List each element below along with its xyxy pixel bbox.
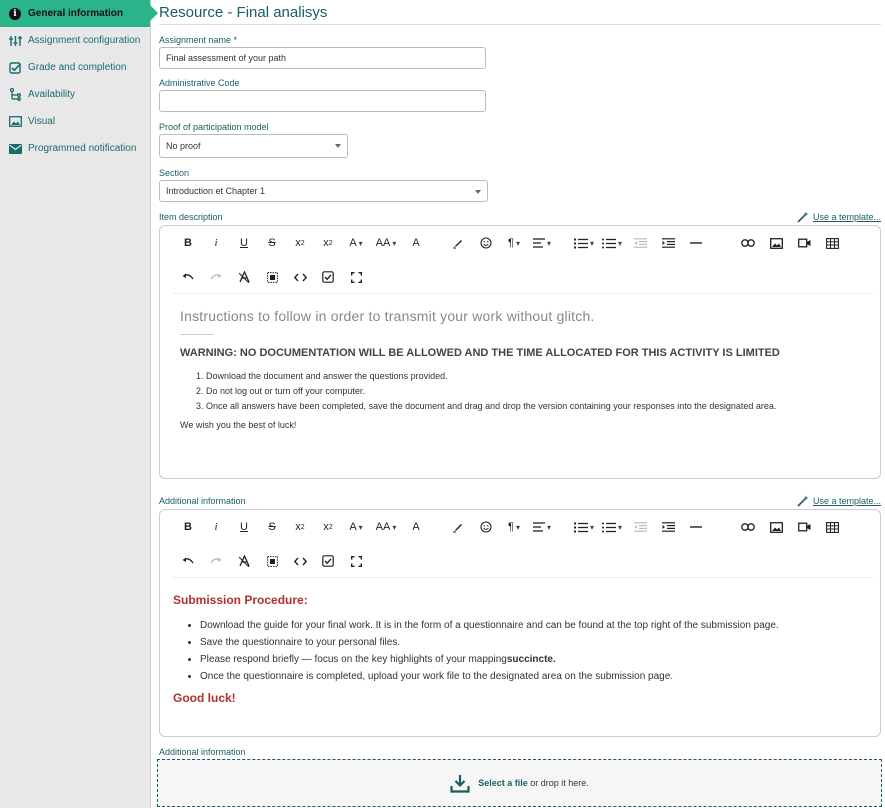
clear-format-icon[interactable] bbox=[230, 267, 258, 287]
link-icon[interactable] bbox=[734, 233, 762, 253]
subscript-button[interactable] bbox=[286, 233, 314, 253]
closing-text: We wish you the best of luck! bbox=[180, 420, 297, 430]
background-color-button[interactable] bbox=[402, 233, 430, 253]
bullet-list-button[interactable] bbox=[598, 233, 626, 253]
additional-info-label: Additional information bbox=[159, 496, 246, 506]
subscript-mark: 2 bbox=[300, 239, 305, 247]
download-icon bbox=[450, 774, 470, 793]
proof-model-select[interactable] bbox=[159, 134, 348, 158]
indent-icon[interactable] bbox=[654, 517, 682, 537]
assignment-name-input[interactable] bbox=[159, 47, 486, 69]
horizontal-rule-icon[interactable] bbox=[682, 517, 710, 537]
superscript-button[interactable] bbox=[314, 517, 342, 537]
list-item: 2. Do not log out or turn off your computer. bbox=[206, 384, 860, 399]
redo-icon[interactable] bbox=[202, 267, 230, 287]
list-item-text: Please respond briefly — focus on the key highlights of your mapping bbox=[200, 654, 507, 665]
subscript-mark: 2 bbox=[300, 523, 305, 531]
superscript-mark: 2 bbox=[328, 523, 333, 531]
caret-icon: ▾ bbox=[617, 522, 622, 532]
subscript-x: x bbox=[295, 237, 301, 249]
paragraph-button[interactable] bbox=[500, 233, 528, 253]
superscript-button[interactable] bbox=[314, 233, 342, 253]
list-item: • Once the questionnaire is completed, upload your work file to the designated area on the submission page. bbox=[200, 668, 863, 685]
sidebar-item-general-information[interactable] bbox=[0, 0, 150, 27]
mail-icon bbox=[8, 142, 22, 156]
caret-icon: ▾ bbox=[546, 522, 551, 532]
sidebar-item-label: Assignment configuration bbox=[28, 35, 141, 46]
admin-code-input[interactable] bbox=[159, 90, 486, 112]
additional-info-editor[interactable] bbox=[159, 509, 881, 737]
ordered-list-button[interactable] bbox=[570, 233, 598, 253]
undo-icon[interactable] bbox=[174, 551, 202, 571]
sliders-icon bbox=[8, 34, 22, 48]
redo-icon[interactable] bbox=[202, 551, 230, 571]
caret-icon: ▾ bbox=[358, 238, 363, 248]
submission-heading: Submission Procedure: bbox=[173, 593, 308, 607]
link-icon[interactable] bbox=[734, 517, 762, 537]
subscript-x: x bbox=[295, 521, 301, 533]
subscript-button[interactable] bbox=[286, 517, 314, 537]
item-description-editor[interactable] bbox=[159, 225, 881, 479]
submission-list bbox=[173, 617, 863, 685]
sidebar-item-programmed-notification[interactable] bbox=[0, 135, 150, 162]
file-dropzone[interactable] bbox=[157, 759, 882, 807]
caret-icon: ▾ bbox=[589, 522, 594, 532]
upload-label: Additional information bbox=[159, 747, 246, 757]
outdent-icon[interactable] bbox=[626, 517, 654, 537]
caret-icon: ▾ bbox=[617, 238, 622, 248]
proof-model-label: Proof of participation model bbox=[159, 122, 269, 132]
sidebar-item-label: Grade and completion bbox=[28, 62, 127, 73]
spellcheck-icon[interactable] bbox=[314, 267, 342, 287]
spellcheck-icon[interactable] bbox=[314, 551, 342, 571]
chevron-down-icon bbox=[475, 190, 481, 194]
italic-button[interactable]: i bbox=[214, 521, 218, 533]
info-icon: i bbox=[8, 7, 22, 21]
emoji-icon[interactable] bbox=[472, 233, 500, 253]
highlighter-icon[interactable] bbox=[444, 233, 472, 253]
code-view-icon[interactable] bbox=[286, 551, 314, 571]
admin-code-label: Administrative Code bbox=[159, 78, 240, 88]
caret-icon: ▾ bbox=[546, 238, 551, 248]
list-item: • Save the questionnaire to your personal files. bbox=[200, 634, 863, 651]
section-select[interactable] bbox=[159, 180, 488, 202]
section-value: Introduction et Chapter 1 bbox=[166, 186, 266, 196]
sidebar-item-grade-and-completion[interactable] bbox=[0, 54, 150, 81]
code-view-icon[interactable] bbox=[286, 267, 314, 287]
font-size-button[interactable] bbox=[370, 233, 402, 253]
emoji-icon[interactable] bbox=[472, 517, 500, 537]
caret-icon: ▾ bbox=[392, 522, 397, 532]
sidebar-item-availability[interactable] bbox=[0, 81, 150, 108]
caret-icon: ▾ bbox=[515, 522, 520, 532]
caret-icon: ▾ bbox=[358, 522, 363, 532]
good-luck-text: Good luck! bbox=[173, 691, 236, 705]
editor-toolbar-row-2 bbox=[160, 544, 880, 578]
use-template-link-2[interactable] bbox=[797, 495, 881, 507]
strikethrough-button[interactable]: S bbox=[268, 237, 276, 249]
item-description-content[interactable] bbox=[180, 308, 860, 430]
outdent-icon[interactable] bbox=[626, 233, 654, 253]
section-label: Section bbox=[159, 168, 190, 178]
sidebar bbox=[0, 0, 151, 808]
undo-icon[interactable] bbox=[174, 267, 202, 287]
use-template-label: Use a template... bbox=[812, 212, 881, 222]
use-template-label: Use a template... bbox=[812, 496, 881, 506]
heading-rule bbox=[180, 334, 214, 335]
checkbox-icon bbox=[8, 61, 22, 75]
fullscreen-icon[interactable] bbox=[342, 551, 370, 571]
drop-text: or drop it here. bbox=[527, 778, 589, 788]
warning-text: WARNING: NO DOCUMENTATION WILL BE ALLOWED AND THE TIME ALLOCATED FOR THIS ACTIVITY IS LIMITED bbox=[180, 347, 780, 359]
branch-icon bbox=[8, 88, 22, 102]
insert-image-icon[interactable] bbox=[762, 233, 790, 253]
insert-image-icon[interactable] bbox=[762, 517, 790, 537]
list-item: 1. Download the document and answer the questions provided. bbox=[206, 369, 860, 384]
sidebar-item-label: Availability bbox=[28, 89, 76, 100]
image-icon bbox=[8, 115, 22, 129]
strikethrough-button[interactable]: S bbox=[268, 521, 276, 533]
select-file-link[interactable]: Select a file bbox=[478, 778, 528, 788]
select-all-icon[interactable] bbox=[258, 267, 286, 287]
italic-button[interactable]: i bbox=[214, 237, 218, 249]
clear-format-icon[interactable] bbox=[230, 551, 258, 571]
underline-button[interactable]: U bbox=[240, 521, 248, 533]
magic-wand-icon bbox=[797, 211, 809, 223]
horizontal-rule-icon[interactable] bbox=[682, 233, 710, 253]
editor-divider bbox=[172, 293, 874, 294]
fullscreen-icon[interactable] bbox=[342, 267, 370, 287]
highlighter-icon[interactable] bbox=[444, 517, 472, 537]
bullet-list-button[interactable] bbox=[598, 517, 626, 537]
paragraph-button[interactable] bbox=[500, 517, 528, 537]
assignment-name-label: Assignment name * bbox=[159, 35, 238, 45]
font-color-button[interactable] bbox=[342, 517, 370, 537]
main-panel bbox=[159, 0, 881, 788]
indent-icon[interactable] bbox=[654, 233, 682, 253]
font-color-button[interactable] bbox=[342, 233, 370, 253]
editor-toolbar-row-1 bbox=[160, 226, 880, 260]
additional-info-content[interactable] bbox=[173, 593, 863, 705]
font-size-glyph: AA bbox=[375, 237, 391, 249]
paragraph-icon: ¶ bbox=[508, 237, 514, 249]
caret-icon: ▾ bbox=[392, 238, 397, 248]
editor-divider bbox=[172, 577, 874, 578]
item-description-label: Item description bbox=[159, 212, 223, 222]
sidebar-item-label: Programmed notification bbox=[28, 143, 137, 154]
bold-button[interactable]: B bbox=[184, 237, 192, 249]
font-size-button[interactable] bbox=[370, 517, 402, 537]
bold-button[interactable]: B bbox=[184, 521, 192, 533]
ordered-list-button[interactable] bbox=[570, 517, 598, 537]
list-item: 3. Once all answers have been completed, save the document and drag and drop the version containing your responses into the designated area. bbox=[206, 399, 860, 414]
caret-icon: ▾ bbox=[515, 238, 520, 248]
list-item-bold: succincte. bbox=[506, 654, 556, 665]
align-button[interactable] bbox=[528, 233, 556, 253]
proof-model-value: No proof bbox=[166, 141, 201, 151]
caret-icon: ▾ bbox=[589, 238, 594, 248]
chevron-down-icon bbox=[335, 144, 341, 148]
sidebar-item-label: General information bbox=[28, 8, 124, 19]
sidebar-item-assignment-configuration[interactable] bbox=[0, 27, 150, 54]
video-icon[interactable] bbox=[790, 233, 818, 253]
sidebar-item-label: Visual bbox=[28, 116, 56, 127]
font-color-glyph: A bbox=[349, 521, 357, 533]
use-template-link[interactable] bbox=[797, 211, 881, 223]
superscript-mark: 2 bbox=[328, 239, 333, 247]
video-icon[interactable] bbox=[790, 517, 818, 537]
font-size-glyph: AA bbox=[375, 521, 391, 533]
select-all-icon[interactable] bbox=[258, 551, 286, 571]
bg-color-glyph: A bbox=[412, 521, 420, 533]
list-item bbox=[200, 651, 863, 668]
align-button[interactable] bbox=[528, 517, 556, 537]
editor-toolbar-row-1 bbox=[160, 510, 880, 544]
page-title: Resource - Final analisys bbox=[159, 0, 881, 25]
superscript-x: x bbox=[323, 237, 329, 249]
background-color-button[interactable] bbox=[402, 517, 430, 537]
table-icon[interactable] bbox=[818, 517, 846, 537]
editor-toolbar-row-2 bbox=[160, 260, 880, 294]
font-color-glyph: A bbox=[349, 237, 357, 249]
assignment-name-value: Final assessment of your path bbox=[166, 53, 287, 63]
underline-button[interactable]: U bbox=[240, 237, 248, 249]
magic-wand-icon bbox=[797, 495, 809, 507]
superscript-x: x bbox=[323, 521, 329, 533]
sidebar-item-visual[interactable] bbox=[0, 108, 150, 135]
table-icon[interactable] bbox=[818, 233, 846, 253]
instructions-heading: Instructions to follow in order to transmit your work without glitch. bbox=[180, 308, 595, 324]
bg-color-glyph: A bbox=[412, 237, 420, 249]
list-item: • Download the guide for your final work. It is in the form of a questionnaire and can be found at the top right of the submission page. bbox=[200, 617, 863, 634]
steps-list bbox=[180, 369, 860, 414]
paragraph-icon: ¶ bbox=[508, 521, 514, 533]
